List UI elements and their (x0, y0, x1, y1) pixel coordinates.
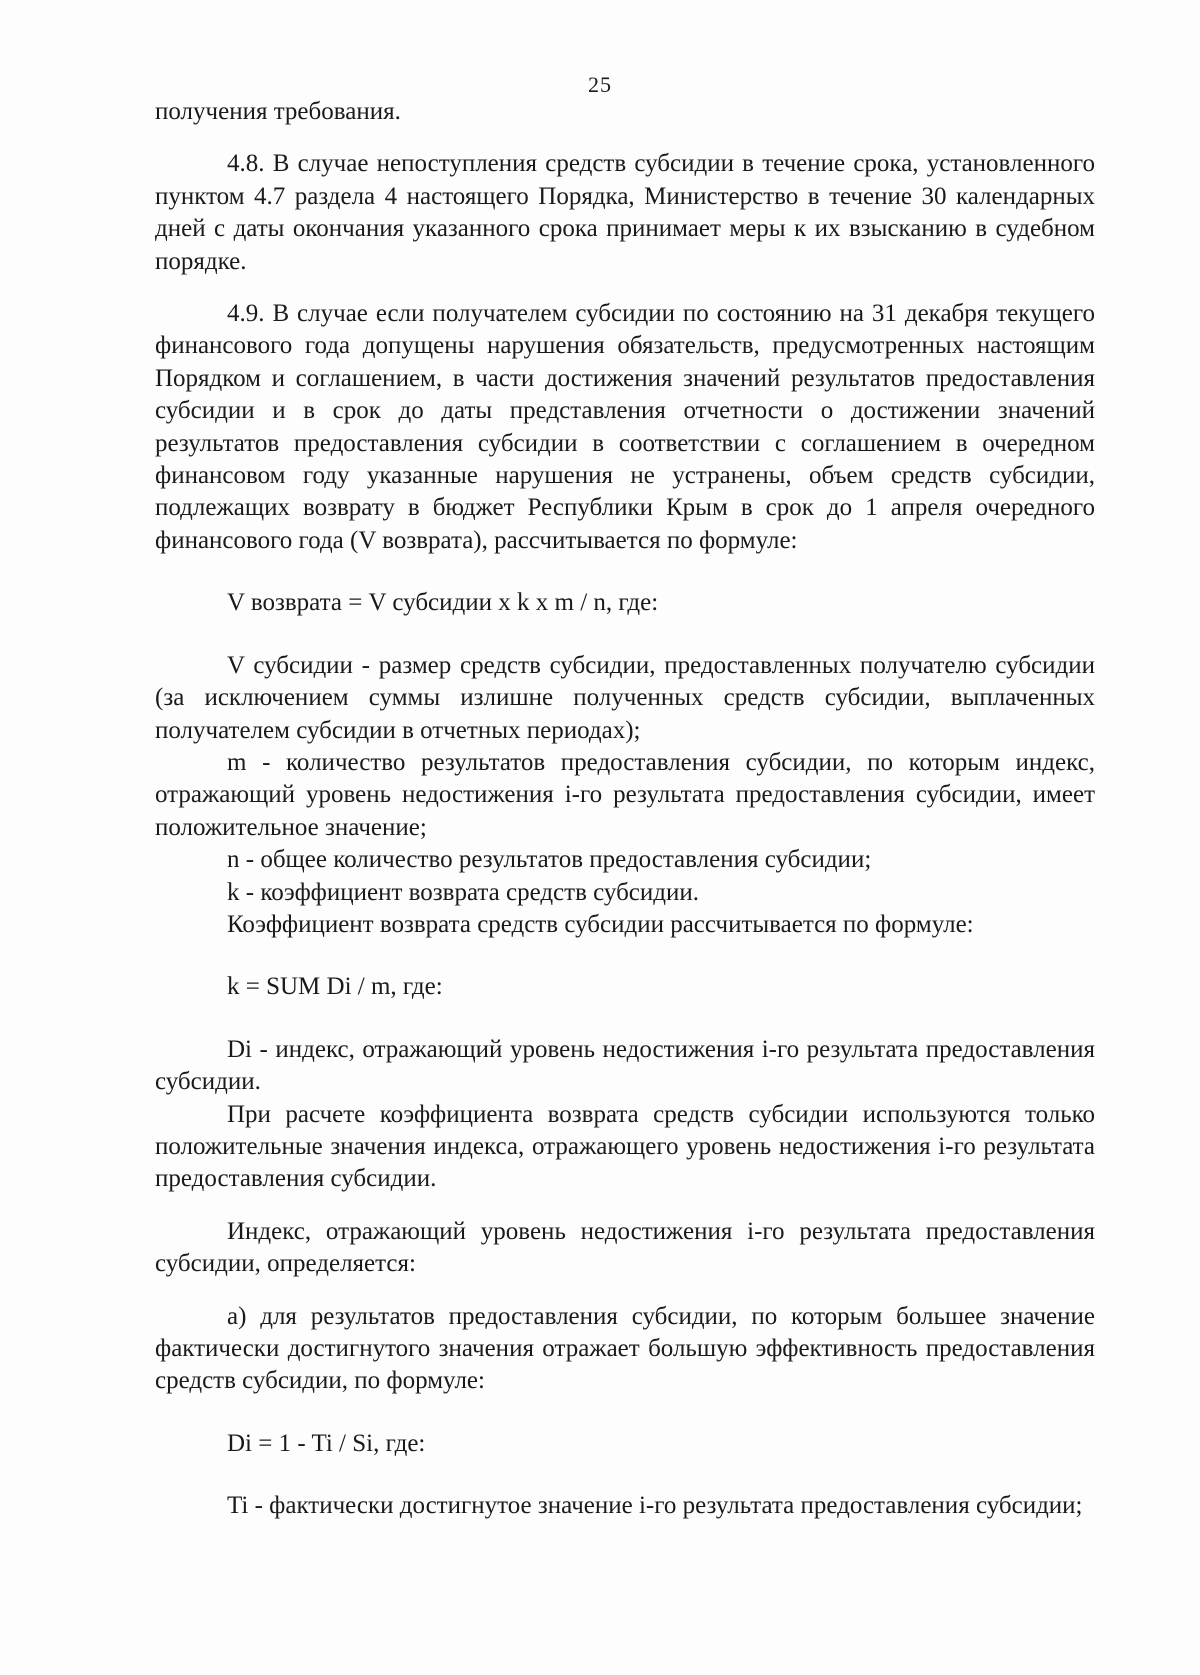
paragraph-item-a: а) для результатов предоставления субсидии, по которым большее значение фактически достигнутого значения отражает большую эффективность предоставления средств субсидии, по формуле: (155, 1302, 1095, 1395)
paragraph-4-9: 4.9. В случае если получателем субсидии по состоянию на 31 декабря текущего финансового года допущены нарушения обязательств, предусмотренных настоящим Порядком и соглашением, в части достижения значений результатов предоставления субсидии и в срок до даты представления отчетности о достижении значений результатов предоставления субсидии в соответствии с соглашением в очередном финансовом году указанные нарушения не устранены, объем средств субсидии, подлежащих возврату в бюджет Республики Крым в срок до 1 апреля очередного финансового года (V возврата), рассчитывается по формуле: (155, 300, 1095, 554)
paragraph-4-8: 4.8. В случае непоступления средств субсидии в течение срока, установленного пунктом 4.7 раздела 4 настоящего Порядка, Министерство в течение 30 календарных дней с даты окончания указанного срока принимает меры к их взысканию в судебном порядке. (155, 150, 1095, 275)
formula-v-return: V возврата = V субсидии x k x m / n, где: (227, 589, 659, 617)
paragraph-index-intro: Индекс, отражающий уровень недостижения i-го результата предоставления субсидии, определяется: (155, 1217, 1095, 1278)
paragraph-positive-values: При расчете коэффициента возврата средств субсидии используются только положительные значения индекса, отражающего уровень недостижения i-го результата предоставления субсидии. (155, 1100, 1095, 1193)
page-number: 25 (588, 72, 612, 97)
definition-n: n - общее количество результатов предоставления субсидии; (227, 846, 872, 874)
definition-di: Di - индекс, отражающий уровень недостижения i-го результата предоставления субсидии. (155, 1035, 1095, 1096)
definition-m: m - количество результатов предоставления субсидии, по которым индекс, отражающий уровень недостижения i-го результата предоставления субсидии, имеет положительное значение; (155, 748, 1095, 841)
paragraph-continuation: получения требования. (155, 98, 401, 125)
definition-k: k - коэффициент возврата средств субсидии. (227, 878, 699, 906)
definition-v-subsidy: V субсидии - размер средств субсидии, предоставленных получателю субсидии (за исключением суммы излишне полученных средств субсидии, выплаченных получателем субсидии в отчетных периодах); (155, 651, 1095, 744)
document-body (155, 96, 1095, 1523)
formula-di: Di = 1 - Ti / Si, где: (227, 1429, 426, 1457)
formula-k: k = SUM Di / m, где: (227, 973, 443, 1001)
definition-ti: Ti - фактически достигнутое значение i-го результата предоставления субсидии; (227, 1492, 1083, 1520)
coefficient-intro: Коэффициент возврата средств субсидии рассчитывается по формуле: (227, 910, 974, 938)
